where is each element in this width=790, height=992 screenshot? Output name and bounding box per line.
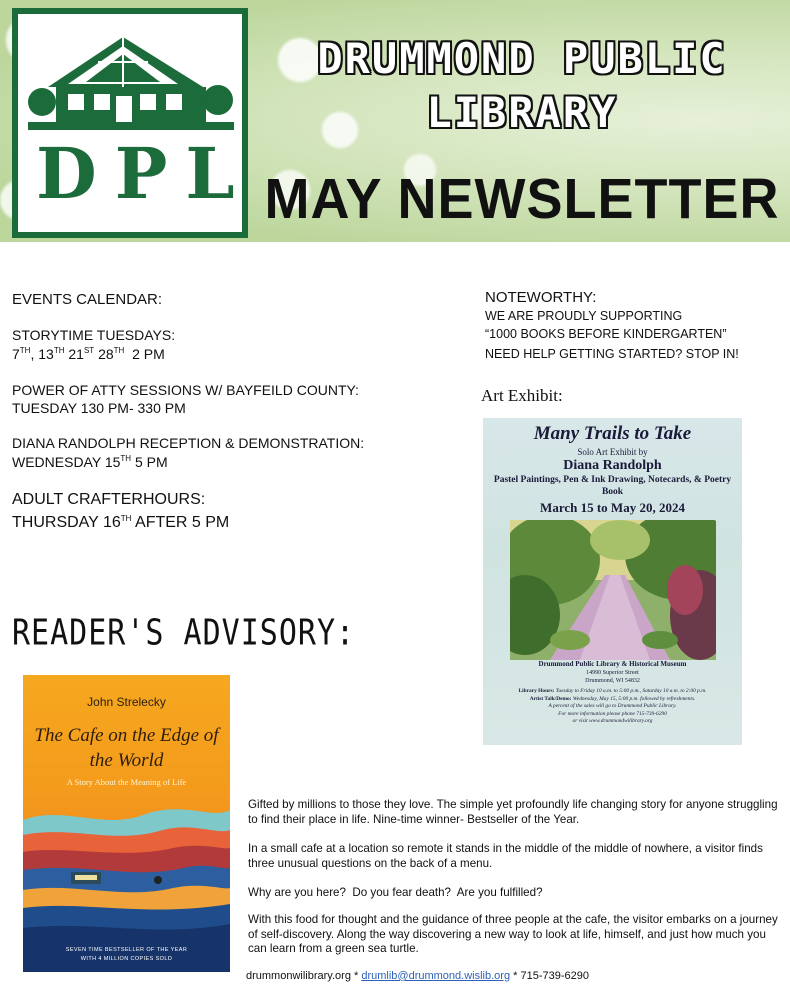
diana-reception-title: DIANA RANDOLPH RECEPTION & DEMONSTRATION: [12,435,365,451]
event-day: THURSDAY 16 [12,514,121,531]
library-building-icon [28,32,234,132]
book-title: The Cafe on the Edge of the World [34,725,219,771]
book-footer-copies: WITH 4 MILLION COPIES SOLD [80,956,173,962]
poster-talk: Wednesday, May 15, 5:00 p.m. followed by refreshments. [571,695,696,702]
event-time: 5 PM [131,454,168,470]
art-exhibit-heading: Art Exhibit: [481,386,563,405]
book-cover [23,675,230,972]
date-suffix: TH [113,346,125,355]
events-calendar-heading: EVENTS CALENDAR: [12,291,163,308]
footer-contact [246,970,786,982]
date-suffix: TH [19,346,31,355]
poster-city: Drummond, WI 54832 [585,678,640,684]
poster-talk-label: Artist Talk/Demo: [529,695,572,702]
date-text: 21 [68,346,84,362]
event-time: AFTER 5 PM [131,514,230,531]
newsletter-title: MAY NEWSLETTER [264,167,780,231]
separator: , [30,346,39,362]
poster-visit: or visit www.drummondwilibrary.org [572,718,653,725]
footer-email-link[interactable]: drumlib@drummond.wislib.org [361,970,511,982]
poster-hours-label: Library Hours: [518,688,555,694]
crafter-hours-time [12,513,229,532]
poster-percent: A percent of the sales will go to Drummond Public Library. [548,703,677,710]
poster-media: Pastel Paintings, Pen & Ink Drawing, Notecards, & Poetry Book [493,475,732,497]
readers-advisory-heading: READER'S ADVISORY: [12,612,356,654]
noteworthy-line: “1000 BOOKS BEFORE KINDERGARTEN” [485,327,727,341]
book-description-paragraph: Gifted by millions to those they love. The simple yet profoundly life changing story for anyone struggling to find their place in life. Nine-time winner- Bestseller of the Year. [248,798,778,826]
book-description-paragraph: With this food for thought and the guidance of three people at the cafe, the visitor embarks on a journey of self-discovery. Along the way discovering a new way to look at life, himself, and just how much you can learn from a green sea turtle. [248,913,778,955]
poster-address: 14990 Superior Street [586,670,639,676]
date-text: 7 [12,346,20,362]
library-title-line1: DRUMMOND PUBLIC [317,34,727,83]
footer-separator: * [510,970,521,982]
date-suffix: TH [120,454,132,463]
event-time: 2 PM [124,346,165,362]
poster-hours: Tuesday to Friday 10 a.m. to 5:00 p.m., Saturday 10 a.m. to 2:00 p.m. [554,688,707,694]
noteworthy-line: WE ARE PROUDLY SUPPORTING [485,309,683,323]
crafter-hours-title: ADULT CRAFTERHOURS: [12,491,206,508]
power-of-atty-title: POWER OF ATTY SESSIONS W/ BAYFEILD COUNTY: [12,382,359,398]
art-exhibit-poster [483,418,742,745]
library-title-line2: LIBRARY [426,88,618,137]
footer-phone: 715-739-6290 [520,970,589,982]
poster-phone: For more information please phone 715-739-6290 [558,710,667,717]
header-banner [0,0,790,242]
diana-reception-time [12,453,168,472]
poster-museum: Drummond Public Library & Historical Museum [538,660,687,668]
noteworthy-heading: NOTEWORTHY: [485,289,597,306]
date-text: 13 [38,346,54,362]
footer-website: drummonwilibrary.org [246,970,351,982]
poster-artist: Diana Randolph [563,458,662,473]
footer-separator: * [350,970,362,982]
storytime-title: STORYTIME TUESDAYS: [12,327,176,343]
poster-dates: March 15 to May 20, 2024 [540,500,685,515]
date-suffix: TH [120,514,132,523]
book-subtitle: A Story About the Meaning of Life [66,777,187,787]
book-footer-bestseller: SEVEN TIME BESTSELLER OF THE YEAR [65,947,188,953]
date-suffix: ST [83,346,95,355]
event-day: WEDNESDAY 15 [12,454,121,470]
date-suffix: TH [53,346,65,355]
book-description-paragraph: In a small cafe at a location so remote it stands in the middle of the middle of nowhere, a visitor finds three unusual questions on the back of a menu. [248,842,763,870]
poster-info [489,688,736,726]
date-text: 28 [98,346,114,362]
noteworthy-line: NEED HELP GETTING STARTED? STOP IN! [485,347,739,361]
poster-subtitle: Solo Art Exhibit by [577,447,648,457]
book-description-paragraph: Why are you here? Do you fear death? Are you fulfilled? [248,886,543,899]
logo-text: DPL [36,132,253,215]
trail-painting [510,520,716,660]
storytime-dates [12,345,165,364]
library-logo [12,8,253,238]
power-of-atty-time: TUESDAY 130 PM- 330 PM [12,400,186,416]
book-author: John Strelecky [87,695,166,709]
poster-title: Many Trails to Take [533,423,692,444]
